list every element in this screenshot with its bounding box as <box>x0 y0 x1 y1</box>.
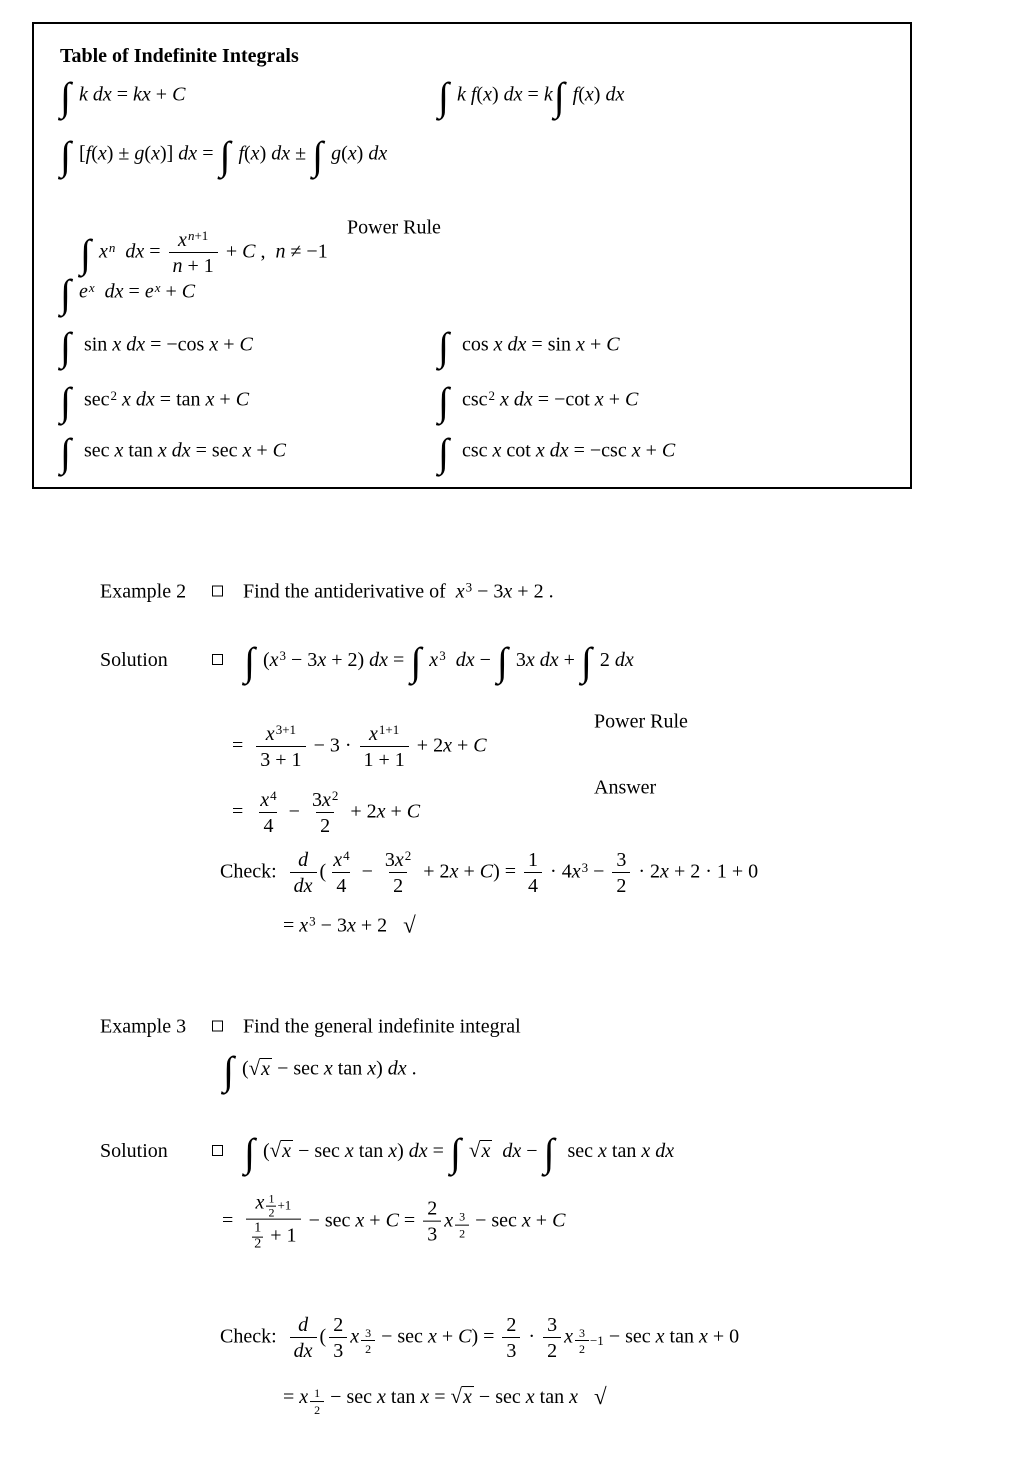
integral-sign: ∫ <box>60 379 71 424</box>
superscript: 3 <box>465 579 473 595</box>
fraction: $\frac{2}{3}$ <box>329 1313 347 1363</box>
integral-sign: ∫ <box>60 430 71 475</box>
example3-display-integral: ∫ (√x − sec x tan x) dx . <box>223 1048 417 1093</box>
superscript <box>454 1210 470 1241</box>
formula-int-csccot: ∫ csc x cot x dx = −csc x + C <box>438 430 676 475</box>
superscript: 2 <box>488 387 496 403</box>
example3-solution-label: Solution <box>100 1139 168 1162</box>
superscript: x <box>154 279 161 295</box>
annotation-answer: Answer <box>594 776 657 799</box>
fraction: $\frac{3}{2}$ <box>575 1326 589 1357</box>
example3-check: Check: $\frac{d}{dx}$ ( $\frac{2}{3}$ x $\frac{3}{2}$ − sec x + C) = $\frac{2}{3}$ · $\frac{3}{2}$ x $\frac{3}{2}$ −1 − sec x tan x + 0 <box>220 1314 740 1362</box>
integral-sign: ∫ <box>223 1048 234 1093</box>
example2-solution-label: Solution <box>100 648 168 671</box>
fraction: 3x 2 2 <box>384 848 412 897</box>
example2-solution-formula: ∫ (x 3 − 3x + 2) dx = ∫ x 3 dx − ∫ 3x dx + ∫ 2 dx <box>244 639 634 684</box>
integral-sign: ∫ <box>60 271 71 316</box>
integral-sign: ∫ <box>80 231 91 276</box>
superscript: 2 <box>110 387 118 403</box>
integral-sign: ∫ <box>60 74 71 119</box>
example2-label: Example 2 <box>100 580 187 603</box>
integral-sign: ∫ <box>60 133 71 178</box>
radical-sign: √ <box>269 1137 282 1162</box>
integral-sign: ∫ <box>543 1130 555 1175</box>
superscript: 4 <box>270 788 277 804</box>
example3-check-result: = x $\frac{1}{2}$ − sec x tan x = √x − sec x tan x √ <box>283 1384 607 1417</box>
fraction: $\frac{1}{4}$ <box>524 848 542 898</box>
fraction: $\frac{d}{dx}$ <box>290 848 317 898</box>
integral-sign: ∫ <box>449 1130 461 1175</box>
superscript: 3 <box>309 913 316 929</box>
superscript: x <box>88 279 95 295</box>
example3-step2: = x $\frac{1}{2}$ +1 $\frac{1}{2}$ + 1 − sec x + C = $\frac{2}{3}$ x $\frac{3}{2}$ − sec x + C <box>222 1191 566 1252</box>
integral-sign: ∫ <box>410 639 422 684</box>
integral-sign: ∫ <box>580 639 592 684</box>
superscript: 3 <box>439 647 446 663</box>
fraction: $\frac{3}{2}$ <box>612 848 630 898</box>
integral-sign: ∫ <box>244 639 255 684</box>
annotation-power-rule: Power Rule <box>347 216 441 239</box>
square-bullet-icon <box>212 1145 223 1156</box>
radical-sign: √ <box>450 1384 463 1409</box>
superscript: 4 <box>343 848 350 864</box>
example3-solution-formula: ∫ (√x − sec x tan x) dx = ∫ √x dx − ∫ sec x tan x dx <box>244 1130 675 1175</box>
fraction: x $\frac{1}{2}$ +1 $\frac{1}{2}$ + 1 <box>246 1191 300 1254</box>
example2-step2: Power Rule = x 3+1 3 + 1 − 3 · x 1+1 1 + 1 + 2x + C <box>232 710 688 771</box>
fraction: x 4 4 <box>260 788 277 837</box>
fraction: $\frac{1}{2}$ <box>310 1386 324 1417</box>
integral-sign: ∫ <box>438 74 449 119</box>
superscript: 3 <box>279 647 287 663</box>
fraction: $\frac{1}{2}$ <box>254 1220 262 1252</box>
example3-label: Example 3 <box>100 1015 187 1038</box>
fraction: x 3+1 3 + 1 <box>256 722 305 772</box>
fraction: $\frac{2}{3}$ <box>423 1197 441 1247</box>
fraction: $\frac{1}{2}$ <box>268 1191 275 1220</box>
example2-prompt: Find the antiderivative of x 3 − 3x + 2 . <box>243 579 554 603</box>
square-bullet-icon <box>212 586 223 597</box>
fraction: $\frac{d}{dx}$ <box>290 1313 317 1363</box>
superscript: n +1 <box>187 228 209 244</box>
fraction: x n +1 n + 1 <box>169 228 218 278</box>
example2-check-result: = x 3 − 3x + 2 √ <box>283 912 416 938</box>
formula-int-sum: ∫ [f(x) ± g(x)] dx = ∫ f(x) dx ± ∫ g(x) dx <box>60 133 388 178</box>
fraction: $\frac{2}{3}$ <box>502 1313 520 1363</box>
radical: √x <box>468 1137 491 1162</box>
example3-prompt: Find the general indefinite integral <box>243 1015 521 1038</box>
fraction: $\frac{3}{2}$ <box>361 1326 375 1357</box>
superscript: $\frac{3}{2}$ −1 <box>574 1326 604 1357</box>
integral-sign: ∫ <box>553 74 565 119</box>
example2-step3: Answer = x 4 4 − 3x 2 2 + 2x + C <box>232 776 657 837</box>
integral-sign: ∫ <box>496 639 508 684</box>
formula-int-cos: ∫ cos x dx = sin x + C <box>438 324 620 369</box>
formula-int-csc2: ∫ csc 2 x dx = −cot x + C <box>438 379 639 424</box>
integral-sign: ∫ <box>438 324 449 369</box>
superscript: 3 <box>581 859 589 875</box>
radical: √x <box>450 1384 472 1409</box>
integral-table-box <box>32 22 912 489</box>
fraction: $\frac{3}{2}$ <box>455 1210 469 1241</box>
fraction: x 1+1 1 + 1 <box>360 722 409 772</box>
fraction: 3x 2 2 <box>311 788 339 837</box>
superscript <box>360 1326 376 1357</box>
superscript: $\frac{1}{2}$ +1 <box>268 1191 292 1220</box>
radical-sign: √ <box>468 1137 481 1162</box>
superscript <box>309 1386 325 1417</box>
superscript: n <box>108 239 116 255</box>
fraction: $\frac{3}{2}$ <box>543 1313 561 1363</box>
integral-sign: ∫ <box>438 379 449 424</box>
integral-sign: ∫ <box>60 324 71 369</box>
example2-check: Check: $\frac{d}{dx}$ ( x 4 4 − 3x 2 2 + 2x + C) = $\frac{1}{4}$ · 4x 3 − $\frac{3}{2}$ · 2x + 2 · 1 + 0 <box>220 848 759 897</box>
integral-sign: ∫ <box>219 133 231 178</box>
superscript: 1+1 <box>378 722 400 738</box>
formula-int-sectan: ∫ sec x tan x dx = sec x + C <box>60 430 286 475</box>
fraction: x 4 4 <box>333 848 350 897</box>
formula-int-exp: ∫ e x dx = e x + C <box>60 271 196 316</box>
square-bullet-icon <box>212 1021 223 1032</box>
checkmark-icon: √ <box>593 1384 607 1410</box>
radical-sign: √ <box>248 1055 261 1080</box>
table-title: Table of Indefinite Integrals <box>60 45 299 67</box>
integral-sign: ∫ <box>244 1130 255 1175</box>
annotation-power-rule: Power Rule <box>594 710 688 733</box>
formula-int-sin: ∫ sin x dx = −cos x + C <box>60 324 253 369</box>
formula-power-rule: Power Rule ∫ x n dx = x n +1 n + 1 + C , n ≠ −1 <box>80 216 441 277</box>
integral-sign: ∫ <box>438 430 449 475</box>
example3-solution-line <box>80 1109 674 1195</box>
formula-int-sec2: ∫ sec 2 x dx = tan x + C <box>60 379 250 424</box>
radical: √x <box>269 1137 292 1162</box>
formula-int-kf: ∫ k f(x) dx = k∫ f(x) dx <box>438 74 625 119</box>
integral-sign: ∫ <box>312 133 324 178</box>
superscript: 2 <box>404 848 412 864</box>
square-bullet-icon <box>212 654 223 665</box>
formula-int-k: ∫ k dx = kx + C <box>60 74 186 119</box>
superscript: 3+1 <box>275 722 297 738</box>
superscript: 2 <box>331 788 339 804</box>
checkmark-icon: √ <box>403 912 416 938</box>
radical: √x <box>248 1055 271 1080</box>
